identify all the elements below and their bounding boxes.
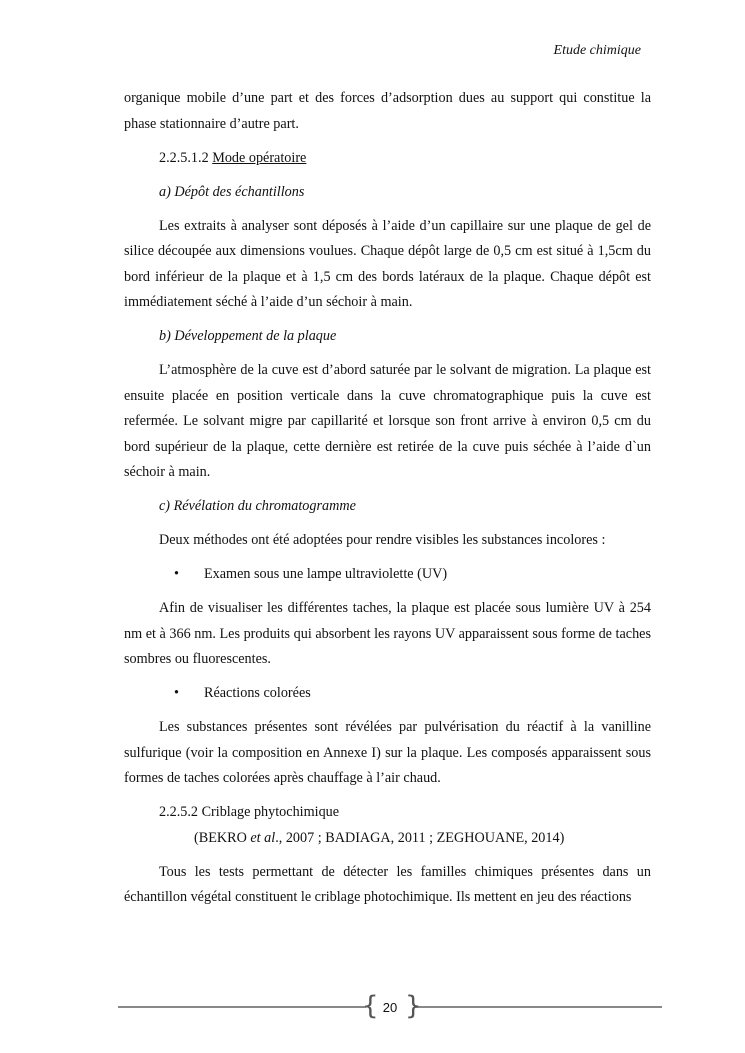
section-title: Mode opératoire xyxy=(212,149,307,166)
right-brace-icon: } xyxy=(405,991,422,1021)
section-heading-criblage: 2.2.5.2 Criblage phytochimique xyxy=(159,804,340,820)
paragraph-continuation: organique mobile d’une part et des forces d’adsorption dues au support qui constitue la phase stationnaire d’autre part. xyxy=(124,90,651,132)
citation-etal: et al xyxy=(250,829,276,846)
page-number: 20 xyxy=(382,1000,398,1015)
page-content xyxy=(124,86,651,919)
paragraph-methodes: Deux méthodes ont été adoptées pour rendre visibles les substances incolores : xyxy=(159,532,606,548)
subheading-developpement: b) Développement de la plaque xyxy=(159,328,337,344)
bullet-text: Réactions colorées xyxy=(204,685,311,701)
bullet-text: Examen sous une lampe ultraviolette (UV) xyxy=(204,566,448,582)
paragraph-reactions: Les substances présentes sont révélées par pulvérisation du réactif à la vanilline sulfurique (voir la composition en Annexe I) sur la plaque. Les composés apparaissent sous formes de taches colorées après chauffage à l’air chaud. xyxy=(124,719,651,786)
bullet-item-reactions xyxy=(124,681,651,707)
citation-line xyxy=(124,826,651,852)
paragraph-uv: Afin de visualiser les différentes taches, la plaque est placée sous lumière UV à 254 nm et à 366 nm. Les produits qui absorbent les rayons UV apparaissent sous forme de taches sombres ou fluorescentes. xyxy=(124,600,651,667)
bullet-dot-icon: • xyxy=(174,566,179,582)
footer-divider-left xyxy=(118,1006,366,1008)
subheading-depot: a) Dépôt des échantillons xyxy=(159,183,305,200)
paragraph-depot: Les extraits à analyser sont déposés à l’aide d’un capillaire sur une plaque de gel de silice découpée aux dimensions voulues. Chaque dépôt large de 0,5 cm est situé à 1,5cm du bord inférieur de la plaque et à 1,5 cm des bords latéraux de la plaque. Chaque dépôt est immédiatement séché à l’aide d’un séchoir à main. xyxy=(124,217,651,310)
section-number: 2.2.5.1.2 xyxy=(159,149,209,166)
footer-divider-right xyxy=(414,1006,662,1008)
paragraph-criblage: Tous les tests permettant de détecter les familles chimiques présentes dans un échantillon végétal constituent le criblage photochimique. Ils mettent en jeu des réactions xyxy=(124,863,651,905)
left-brace-icon: { xyxy=(362,991,379,1021)
subheading-revelation: c) Révélation du chromatogramme xyxy=(159,498,356,514)
bullet-dot-icon: • xyxy=(174,685,179,701)
section-heading-mode-operatoire xyxy=(124,146,651,172)
citation-part: ., 2007 ; BADIAGA, 2011 ; ZEGHOUANE, 2014) xyxy=(275,829,565,846)
citation-part: (BEKRO xyxy=(194,829,251,846)
running-header: Etude chimique xyxy=(553,43,641,58)
bullet-item-uv xyxy=(124,562,651,588)
paragraph-developpement: L’atmosphère de la cuve est d’abord saturée par le solvant de migration. La plaque est ensuite placée en position verticale dans la cuve chromatographique puis la cuve est refermée. Le solvant migre par capillarité et lorsque son front arrive à environ 0,5 cm du bord supérieur de la plaque, cette dernière est retirée de la cuve puis séchée à l’aide d`un séchoir à main. xyxy=(124,362,651,480)
